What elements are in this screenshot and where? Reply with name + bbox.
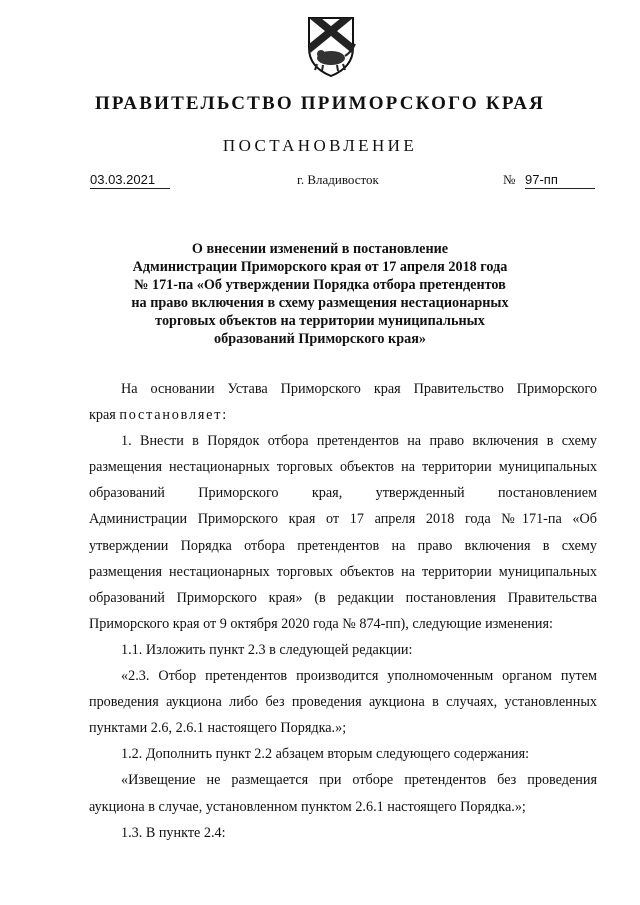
document-body xyxy=(89,376,597,846)
title-line: на право включения в схему размещения нестационарных xyxy=(131,295,509,311)
body-line: На основании Устава Приморского края Правительство Приморского xyxy=(121,381,597,397)
body-line: аукциона в случае, установленном пунктом 2.6.1 настоящего Порядка.»; xyxy=(89,798,526,815)
document-number: 97-пп xyxy=(525,172,595,189)
title-line: торговых объектов на территории муниципальных xyxy=(155,313,485,329)
body-line: «2.3. Отбор претендентов производится уполномоченным органом путем xyxy=(121,668,597,685)
body-line: образований Приморского края, утвержденный постановлением xyxy=(89,485,597,502)
body-line: 1.2. Дополнить пункт 2.2 абзацем вторым следующего содержания: xyxy=(121,746,530,763)
body-line: образований Приморского края» (в редакции постановления Правительства xyxy=(89,589,597,606)
title-line: Администрации Приморского края от 17 апреля 2018 года xyxy=(132,259,508,275)
body-line: 1.3. В пункте 2.4: xyxy=(121,824,226,841)
document-city: г. Владивосток xyxy=(297,172,379,187)
body-line: Администрации Приморского края от 17 апреля 2018 года №171-па «Об xyxy=(89,511,597,528)
body-line: Приморского края от 9 октября 2020 года № 874-пп), следующие изменения: xyxy=(89,615,553,632)
document-title xyxy=(0,240,640,348)
title-line: образований Приморского края» xyxy=(214,331,426,347)
title-line: О внесении изменений в постановление xyxy=(191,241,449,257)
body-line: размещения нестационарных торговых объектов на территории муниципальных xyxy=(89,459,597,476)
document-date: 03.03.2021 xyxy=(90,172,170,189)
document-number-label: № xyxy=(503,172,516,187)
body-line: проведения аукциона либо без проведения аукциона в случаях, установленных xyxy=(89,694,597,711)
body-line: размещения нестационарных торговых объектов на территории муниципальных xyxy=(89,563,597,580)
body-line: утверждении Порядка отбора претендентов на право включения в схему xyxy=(89,537,597,554)
coat-of-arms-emblem xyxy=(303,14,359,78)
body-line: «Извещение не размещается при отборе претендентов без проведения xyxy=(121,772,597,789)
body-line: пунктами 2.6, 2.6.1 настоящего Порядка.»; xyxy=(89,720,347,737)
body-text-spaced: постановляет: xyxy=(119,407,229,424)
organization-name: ПРАВИТЕЛЬСТВО ПРИМОРСКОГО КРАЯ xyxy=(94,93,546,114)
body-line: 1.1. Изложить пункт 2.3 в следующей редакции: xyxy=(121,641,413,658)
document-type: ПОСТАНОВЛЕНИЕ xyxy=(222,136,418,155)
title-line: № 171-па «Об утверждении Порядка отбора претендентов xyxy=(134,277,506,293)
body-line xyxy=(89,402,597,428)
document-meta-row xyxy=(0,172,640,192)
body-text: края xyxy=(89,407,120,424)
body-line: 1. Внести в Порядок отбора претендентов на право включения в схему xyxy=(121,433,597,450)
